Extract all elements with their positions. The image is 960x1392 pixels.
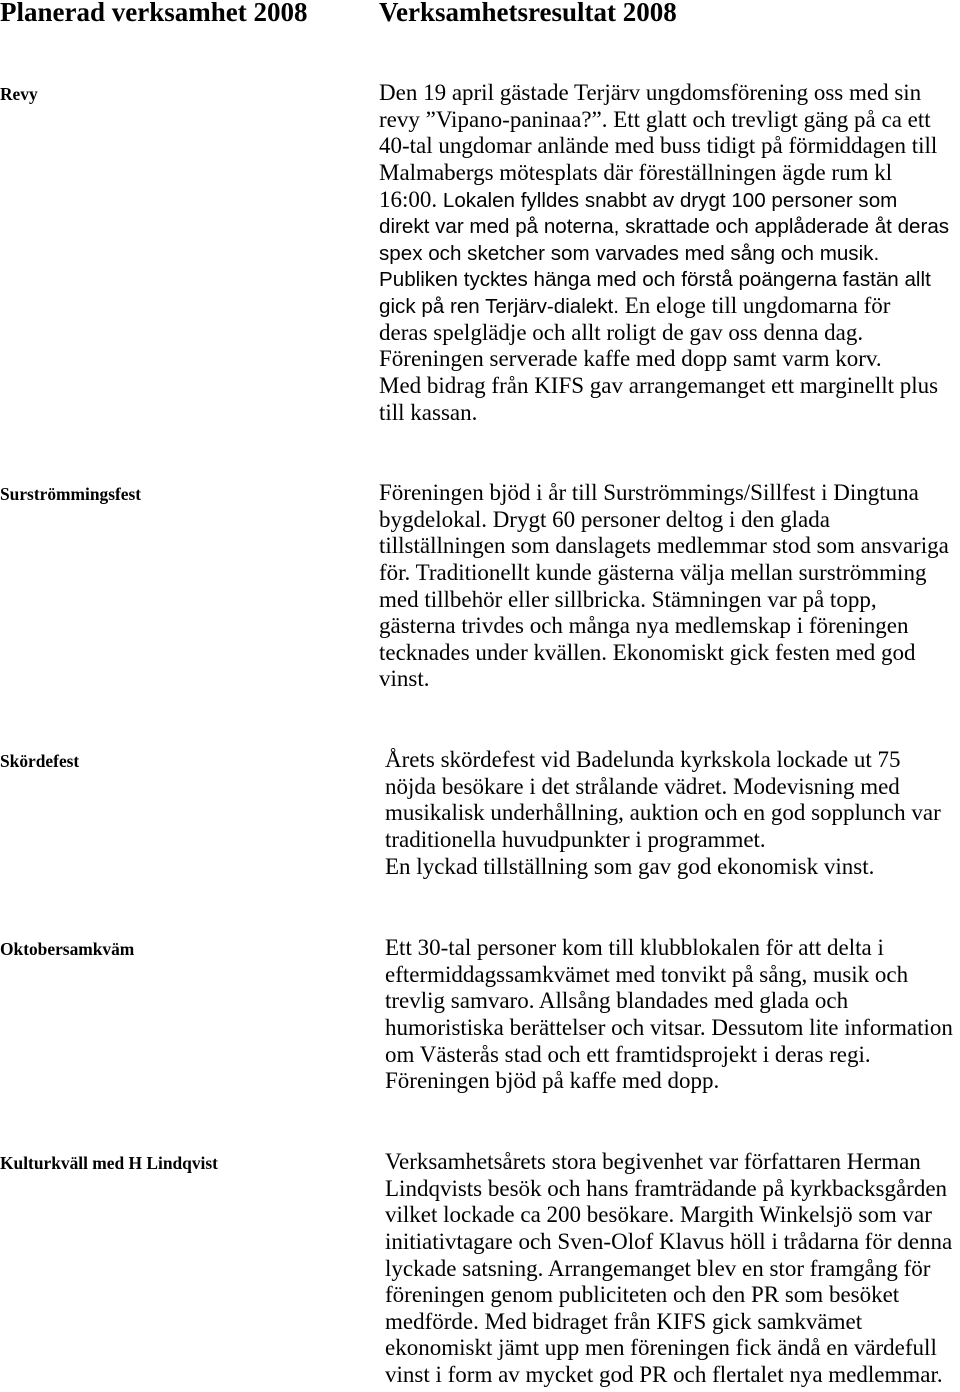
text-segment: traditionella huvudpunkter i programmet.: [385, 826, 766, 852]
text-segment: direkt var med på noterna, skrattade och applåderade åt deras: [379, 215, 950, 239]
text-segment: Publiken tycktes hänga med och förstå poängerna fastän allt: [379, 268, 931, 292]
text-segment: Lindqvists besök och hans framträdande på kyrkbacksgården: [385, 1175, 948, 1201]
text-line: [385, 1335, 960, 1362]
text-segment: 16:00.: [379, 186, 438, 212]
planned-activities-heading: Planerad verksamhet 2008: [0, 0, 308, 27]
text-segment: för. Traditionellt kunde gästerna välja mellan surströmming: [379, 559, 927, 585]
text-line: [385, 1309, 960, 1336]
text-segment: En eloge till ungdomarna för: [619, 293, 891, 319]
section-label: Skördefest: [0, 751, 80, 771]
text-line: [385, 1282, 960, 1309]
section-text: [385, 1149, 960, 1389]
text-line: [385, 774, 960, 801]
section-text: [385, 935, 960, 1095]
section-text: [379, 80, 960, 426]
text-segment: vilket lockade ca 200 besökare. Margith Winkelsjö som var: [385, 1202, 932, 1228]
text-segment: föreningen genom publiciteten och den PR som besöket: [385, 1282, 900, 1308]
section-label: Oktobersamkväm: [0, 939, 135, 959]
activity-results-heading: Verksamhetsresultat 2008: [379, 0, 677, 27]
text-line: [379, 293, 960, 320]
text-segment: vinst.: [379, 666, 430, 692]
text-segment: 40-tal ungdomar anlände med buss tidigt på förmiddagen till: [379, 133, 938, 159]
text-line: [385, 988, 960, 1015]
text-line: [385, 1202, 960, 1229]
text-segment: Med bidrag från KIFS gav arrangemanget ett marginellt plus: [379, 373, 939, 399]
text-line: [385, 1015, 960, 1042]
section-oktobersamkvam: [0, 935, 960, 1095]
text-line: [385, 747, 960, 774]
text-line: [379, 240, 960, 267]
text-segment: Ett 30-tal personer kom till klubblokalen för att delta i: [385, 935, 884, 960]
text-segment: En lyckad tillställning som gav god ekonomisk vinst.: [385, 853, 875, 879]
section-label: Kulturkväll med H Lindqvist: [0, 1153, 218, 1173]
text-segment: Föreningen bjöd i år till Surströmmings/Sillfest i Dingtuna: [379, 480, 919, 505]
text-line: [379, 587, 960, 614]
text-line: [379, 80, 960, 107]
section-revy: [0, 80, 960, 426]
text-segment: humoristiska berättelser och vitsar. Dessutom lite information: [385, 1014, 953, 1040]
text-segment: till kassan.: [379, 399, 478, 425]
text-line: [379, 640, 960, 667]
section-text: [385, 747, 960, 880]
text-line: [379, 480, 960, 507]
text-line: [385, 1068, 960, 1095]
text-line: [379, 346, 960, 373]
text-line: [379, 613, 960, 640]
text-segment: Lokalen fylldes snabbt av drygt 100 personer som: [437, 188, 898, 212]
text-line: [379, 533, 960, 560]
text-segment: ekonomiskt jämt upp men föreningen fick ändå en värdefull: [385, 1335, 937, 1361]
text-line: [385, 1256, 960, 1283]
text-segment: tecknades under kvällen. Ekonomiskt gick festen med god: [379, 639, 916, 665]
text-line: [385, 800, 960, 827]
text-segment: initiativtagare och Sven-Olof Klavus höll i trådarna för denna: [385, 1228, 953, 1254]
text-line: [379, 400, 960, 427]
text-segment: Verksamhetsårets stora begivenhet var författaren Herman: [385, 1149, 921, 1174]
text-line: [379, 160, 960, 187]
section-kulturkvall: [0, 1149, 960, 1389]
text-segment: revy ”Vipano-paninaa?”. Ett glatt och trevligt gäng på ca ett: [379, 106, 931, 132]
text-line: [385, 827, 960, 854]
text-segment: Föreningen bjöd på kaffe med dopp.: [385, 1068, 720, 1094]
section-surstrommingsfest: [0, 480, 960, 693]
text-line: [379, 133, 960, 160]
text-segment: lyckade satsning. Arrangemanget blev en stor framgång för: [385, 1255, 931, 1281]
text-segment: nöjda besökare i det strålande vädret. Modevisning med: [385, 773, 900, 799]
text-line: [385, 962, 960, 989]
text-line: [385, 1042, 960, 1069]
text-segment: gick på ren Terjärv-dialekt.: [379, 295, 619, 319]
section-label: Revy: [0, 84, 38, 104]
section-text: [379, 480, 960, 693]
text-line: [385, 1229, 960, 1256]
text-line: [379, 107, 960, 134]
text-segment: trevlig samvaro. Allsång blandades med glada och: [385, 988, 849, 1014]
text-line: [379, 187, 960, 214]
text-segment: bygdelokal. Drygt 60 personer deltog i den glada: [379, 506, 830, 532]
text-line: [379, 320, 960, 347]
text-segment: eftermiddagssamkvämet med tonvikt på sång, musik och: [385, 961, 909, 987]
text-segment: Den 19 april gästade Terjärv ungdomsförening oss med sin: [379, 80, 922, 105]
section-skordefest: [0, 747, 960, 880]
text-line: [385, 935, 960, 962]
text-segment: med tillbehör eller sillbricka. Stämningen var på topp,: [379, 586, 877, 612]
text-line: [385, 1176, 960, 1203]
text-segment: om Västerås stad och ett framtidsprojekt i deras regi.: [385, 1041, 871, 1067]
text-line: [379, 560, 960, 587]
text-segment: spex och sketcher som varvades med sång och musik.: [379, 241, 880, 265]
text-segment: gästerna trivdes och många nya medlemskap i föreningen: [379, 613, 909, 639]
text-line: [379, 373, 960, 400]
text-segment: musikalisk underhållning, auktion och en god sopplunch var: [385, 800, 941, 826]
text-line: [385, 1362, 960, 1389]
text-segment: Malmabergs mötesplats där föreställningen ägde rum kl: [379, 159, 893, 185]
text-line: [379, 213, 960, 240]
text-segment: Föreningen serverade kaffe med dopp samt varm korv.: [379, 346, 882, 372]
text-segment: Årets skördefest vid Badelunda kyrkskola lockade ut 75: [385, 747, 901, 772]
section-label: Surströmmingsfest: [0, 484, 142, 504]
text-segment: deras spelglädje och allt roligt de gav oss denna dag.: [379, 319, 864, 345]
text-line: [385, 1149, 960, 1176]
text-line: [385, 854, 960, 881]
text-segment: medförde. Med bidraget från KIFS gick samkvämet: [385, 1308, 863, 1334]
text-line: [379, 266, 960, 293]
text-line: [379, 507, 960, 534]
text-segment: vinst i form av mycket god PR och flertalet nya medlemmar.: [385, 1362, 943, 1388]
text-segment: tillställningen som danslagets medlemmar stod som ansvariga: [379, 533, 949, 559]
text-line: [379, 666, 960, 693]
